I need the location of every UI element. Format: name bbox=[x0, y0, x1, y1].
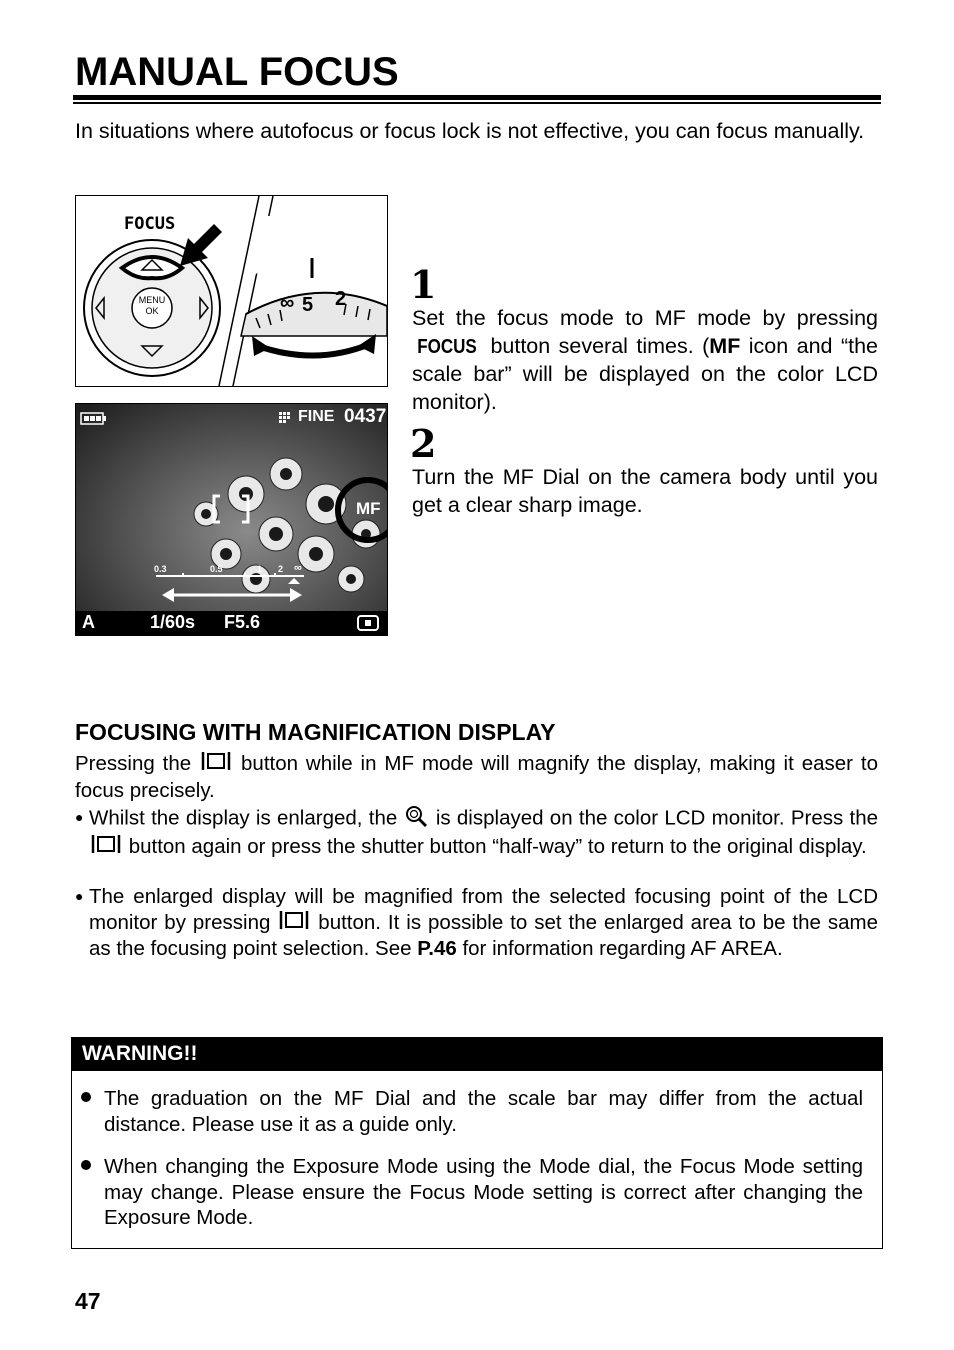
section-heading: FOCUSING WITH MAGNIFICATION DISPLAY bbox=[75, 719, 556, 745]
step-2-number: 2 bbox=[410, 421, 437, 466]
dial-mark-5: 5 bbox=[302, 294, 314, 316]
step-1-text-a: Set the focus mode to MF mode by pressing bbox=[412, 306, 878, 330]
lcd-scene-image bbox=[76, 404, 387, 635]
camera-controls-figure bbox=[75, 195, 388, 387]
magnify-button-icon bbox=[277, 910, 311, 937]
focus-label: FOCUS bbox=[124, 214, 176, 234]
exposure-mode: A bbox=[82, 612, 95, 632]
shutter-speed: 1/60s bbox=[150, 612, 196, 632]
page-reference: P.46 bbox=[417, 937, 457, 961]
quality-label: FINE bbox=[298, 408, 335, 425]
p1-text-a: Pressing the bbox=[75, 752, 192, 775]
b1-text-c: button again or press the shutter button “half-way” to return to the original display. bbox=[128, 834, 867, 858]
magnify-button-icon bbox=[89, 834, 123, 861]
b1-text-b: is displayed on the color LCD monitor. Press the bbox=[435, 806, 878, 830]
focus-button-label: FOCUS bbox=[417, 335, 477, 358]
menu-ok-button bbox=[136, 295, 168, 317]
ok-label: OK bbox=[145, 306, 159, 316]
title-rule-thin bbox=[73, 102, 881, 104]
page-title: MANUAL FOCUS bbox=[75, 50, 399, 94]
lcd-monitor-figure bbox=[75, 403, 388, 636]
scale-0-5: 0.5 bbox=[210, 564, 223, 574]
p1-text-b: button while in MF mode will magnify the display, making it easer to focus precisely. bbox=[75, 752, 878, 802]
bullet-dot: ● bbox=[75, 888, 84, 904]
b2-text-c: for information regarding AF AREA. bbox=[462, 937, 783, 961]
aperture-value: F5.6 bbox=[224, 612, 261, 632]
section-paragraph bbox=[75, 751, 878, 803]
b2-text-b: button. It is possible to set the enlarged area to be the same as the focusing point selection. See bbox=[89, 910, 879, 961]
step-1-text-c: icon and “the scale bar” will be displayed on the color LCD monitor). bbox=[412, 333, 878, 414]
menu-label: MENU bbox=[138, 295, 166, 305]
title-rule bbox=[73, 95, 881, 100]
step-1-text-b: button several times. ( bbox=[490, 333, 710, 358]
bullet-2 bbox=[89, 884, 878, 962]
warning-title: WARNING!! bbox=[82, 1042, 198, 1065]
bullet-1 bbox=[89, 805, 878, 860]
intro-paragraph: In situations where autofocus or focus lock is not effective, you can focus manually. bbox=[75, 119, 865, 143]
dial-mark-infinity: ∞ bbox=[280, 292, 295, 314]
scale-0-3: 0.3 bbox=[154, 564, 167, 574]
step-2-text: Turn the MF Dial on the camera body until you get a clear sharp image. bbox=[412, 465, 878, 517]
b2-text-a: The enlarged display will be magnified from the selected focusing point of the LCD monitor by pressing bbox=[89, 885, 878, 934]
scale-2: 2 bbox=[278, 564, 284, 574]
dial-mark-2: 2 bbox=[335, 288, 347, 310]
step-1-text bbox=[412, 305, 878, 416]
magnify-button-icon bbox=[199, 751, 233, 778]
scale-1: 1 bbox=[257, 564, 263, 574]
warning-item-1: The graduation on the MF Dial and the scale bar may differ from the actual distance. Please use it as a guide only. bbox=[104, 1087, 863, 1136]
scale-infinity: ∞ bbox=[294, 562, 302, 574]
page-number: 47 bbox=[75, 1288, 101, 1314]
mf-indicator: MF bbox=[356, 499, 381, 518]
shot-count: 0437 bbox=[344, 406, 387, 427]
bullet-dot: ● bbox=[75, 809, 84, 825]
magnifier-icon bbox=[404, 805, 430, 834]
b1-text-a: Whilst the display is enlarged, the bbox=[89, 806, 398, 830]
step-1-number: 1 bbox=[410, 262, 437, 307]
mf-bold: MF bbox=[709, 333, 741, 358]
warning-bullet bbox=[81, 1160, 91, 1170]
warning-bullet bbox=[81, 1092, 91, 1102]
warning-item-2: When changing the Exposure Mode using the Mode dial, the Focus Mode setting may change. Please ensure the Focus Mode setting is correct after changing the Exposure Mode. bbox=[104, 1155, 863, 1229]
